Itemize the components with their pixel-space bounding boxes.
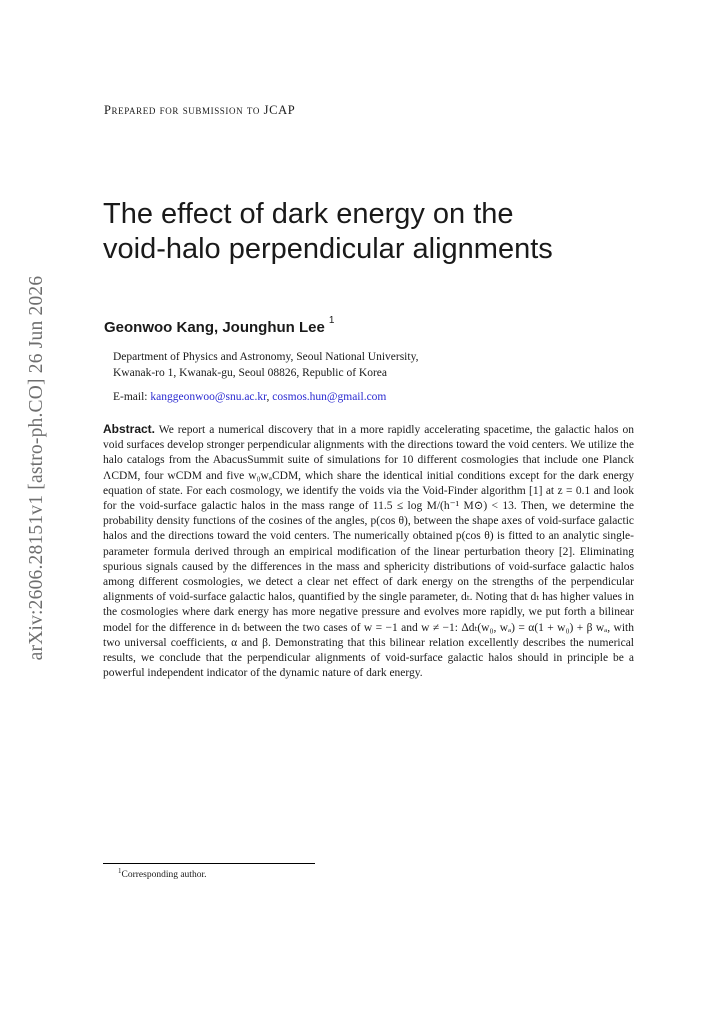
footnote-rule — [103, 863, 315, 864]
email-line — [113, 391, 386, 403]
affiliation-line-1: Department of Physics and Astronomy, Seoul National University, — [113, 351, 419, 363]
affiliation — [113, 349, 418, 381]
journal-note: Prepared for submission to JCAP — [104, 103, 296, 117]
email-separator: , — [266, 391, 270, 403]
email-link-2[interactable]: cosmos.hun@gmail.com — [272, 391, 387, 403]
authors-names: Geonwoo Kang, Jounghun Lee — [104, 319, 325, 336]
abstract-text: We report a numerical discovery that in a more rapidly accelerating spacetime, the galactic halos on void surfaces develop stronger perpendicular alignments with the directions toward the void centers. We utilize the halo catalogs from the AbacusSummit suite of simulations for 10 different cosmologies that include one Planck ΛCDM, four wCDM and five w₀wₐCDM, which share the identical initial conditions except for the dark energy equation of state. For each cosmology, we identify the voids via the Void-Finder algorithm [1] at z = 0.1 and look for the void-surface galactic halos in the mass range of 11.5 ≤ log M/(h⁻¹ M⊙) < 13. Then, we determine the probability density functions of the cosines of the angles, p(cos θ), between the shape axes of void-surface galactic halos and the directions toward the void centers. The numerically obtained p(cos θ) is fitted to an analytic single-parameter formula derived through an empirical modification of the linear perturbation theory [2]. Eliminating spurious signals caused by the differences in the mass and sphericity distributions of void-surface galactic halos among different cosmologies, we detect a clear net effect of dark energy on the strengths of the perpendicular alignments of void-surface galactic halos, quantified by the single parameter, dₜ. Noting that dₜ has higher values in the cosmologies where dark energy has more negative pressure and evolves more rapidly, we put forth a bilinear model for the difference in dₜ between the two cases of w = −1 and w ≠ −1: Δdₜ(w₀, wₐ) = α(1 + w₀) + β wₐ, with two universal coefficients, α and β. Demonstrating that this bilinear relation excellently describes the numerical results, we conclude that the perpendicular alignments of void-surface galactic halos should in principle be a powerful independent indicator of the dynamic nature of dark energy. — [103, 424, 634, 680]
abstract — [103, 422, 634, 681]
footnote-text: Corresponding author. — [121, 870, 207, 881]
author-footnote-mark[interactable]: 1 — [328, 315, 335, 326]
arxiv-sidebar — [17, 270, 57, 665]
author-list — [104, 315, 335, 336]
paper-title — [103, 197, 663, 267]
arxiv-identifier: arXiv:2606.28151v1 [astro-ph.CO] 26 Jun 2026 — [26, 275, 47, 661]
title-line-2: void-halo perpendicular alignments — [103, 233, 553, 265]
abstract-label: Abstract. — [103, 422, 156, 436]
title-line-1: The effect of dark energy on the — [103, 198, 514, 230]
footnote — [118, 867, 206, 880]
affiliation-line-2: Kwanak-ro 1, Kwanak-gu, Seoul 08826, Republic of Korea — [113, 367, 388, 379]
footnote-mark: 1 — [118, 867, 122, 875]
email-link-1[interactable]: kanggeonwoo@snu.ac.kr — [150, 391, 267, 403]
email-label: E-mail: — [113, 391, 148, 403]
